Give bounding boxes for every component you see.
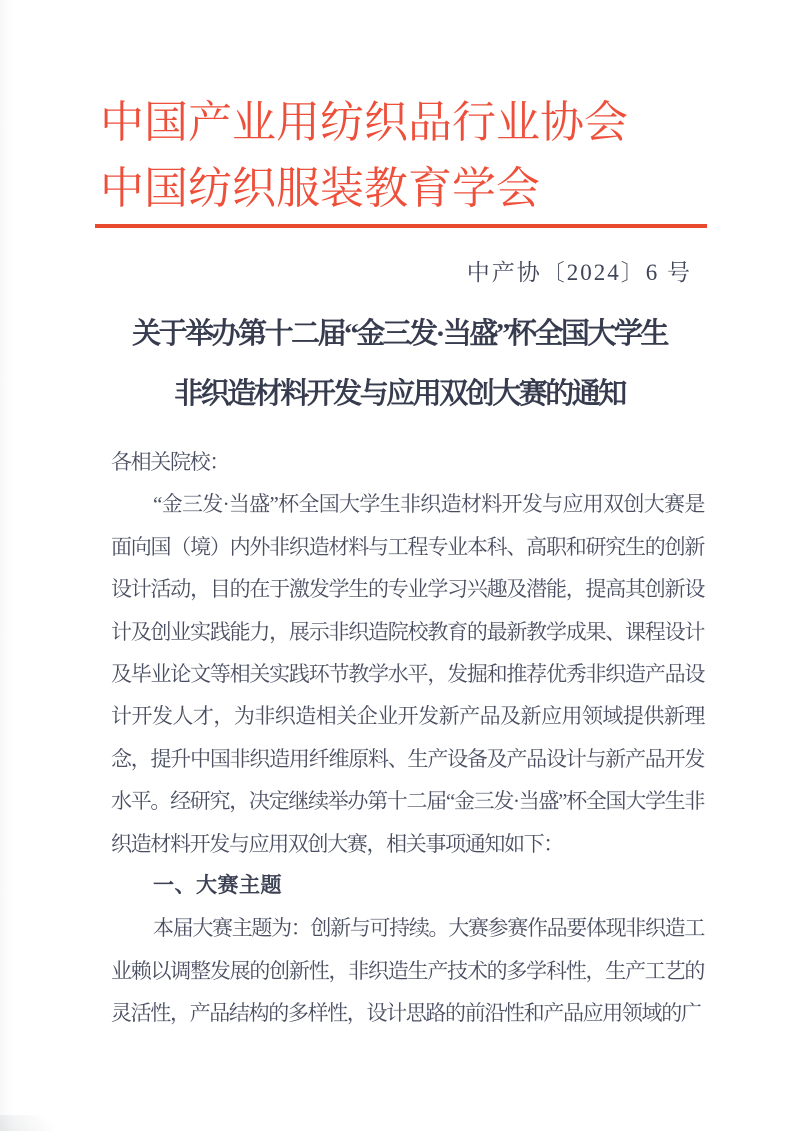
paragraph-theme: 本届大赛主题为：创新与可持续。大赛参赛作品要体现非织造工业赖以调整发展的创新性，非织造生产技术的多学科性，生产工艺的灵活性，产品结构的多样性，设计思路的前沿性和产品应用领域的广 bbox=[111, 916, 704, 1026]
notice-title-line-2: 非织造材料开发与应用双创大赛的通知 bbox=[174, 378, 625, 410]
document-number: 中产协〔2024〕6 号 bbox=[466, 260, 692, 285]
notice-title-line-1: 关于举办第十二届“金三发·当盛”杯全国大学生 bbox=[132, 318, 667, 350]
scan-edge-shading bbox=[0, 0, 14, 1131]
letterhead-org-line-2: 中国纺织服装教育学会 bbox=[100, 164, 540, 213]
scan-corner-shading bbox=[0, 1115, 70, 1131]
section-1-heading: 一、大赛主题 bbox=[153, 874, 282, 898]
letterhead-org-line-1: 中国产业用纺织品行业协会 bbox=[100, 98, 628, 147]
paragraph-intro: “金三发·当盛”杯全国大学生非织造材料开发与应用双创大赛是面向国（境）内外非织造材料与工程专业本科、高职和研究生的创新设计活动，目的在于激发学生的专业学习兴趣及潜能，提高其创新设计及创业实践能力，展示非织造院校教育的最新教学成果、课程设计及毕业论文等相关实践环节教学水平，发掘和推荐优秀非织造产品设计开发人才，为非织造相关企业开发新产品及新应用领域提供新理念，提升中国非织造用纤维原料、生产设备及产品设计与新产品开发水平。经研究，决定继续举办第十二届“金三发·当盛”杯全国大学生非织造材料开发与应用双创大赛，相关事项通知如下： bbox=[111, 492, 704, 856]
salutation: 各相关院校： bbox=[111, 450, 229, 474]
document-body bbox=[111, 441, 704, 1035]
letterhead-divider-rule bbox=[95, 224, 707, 228]
